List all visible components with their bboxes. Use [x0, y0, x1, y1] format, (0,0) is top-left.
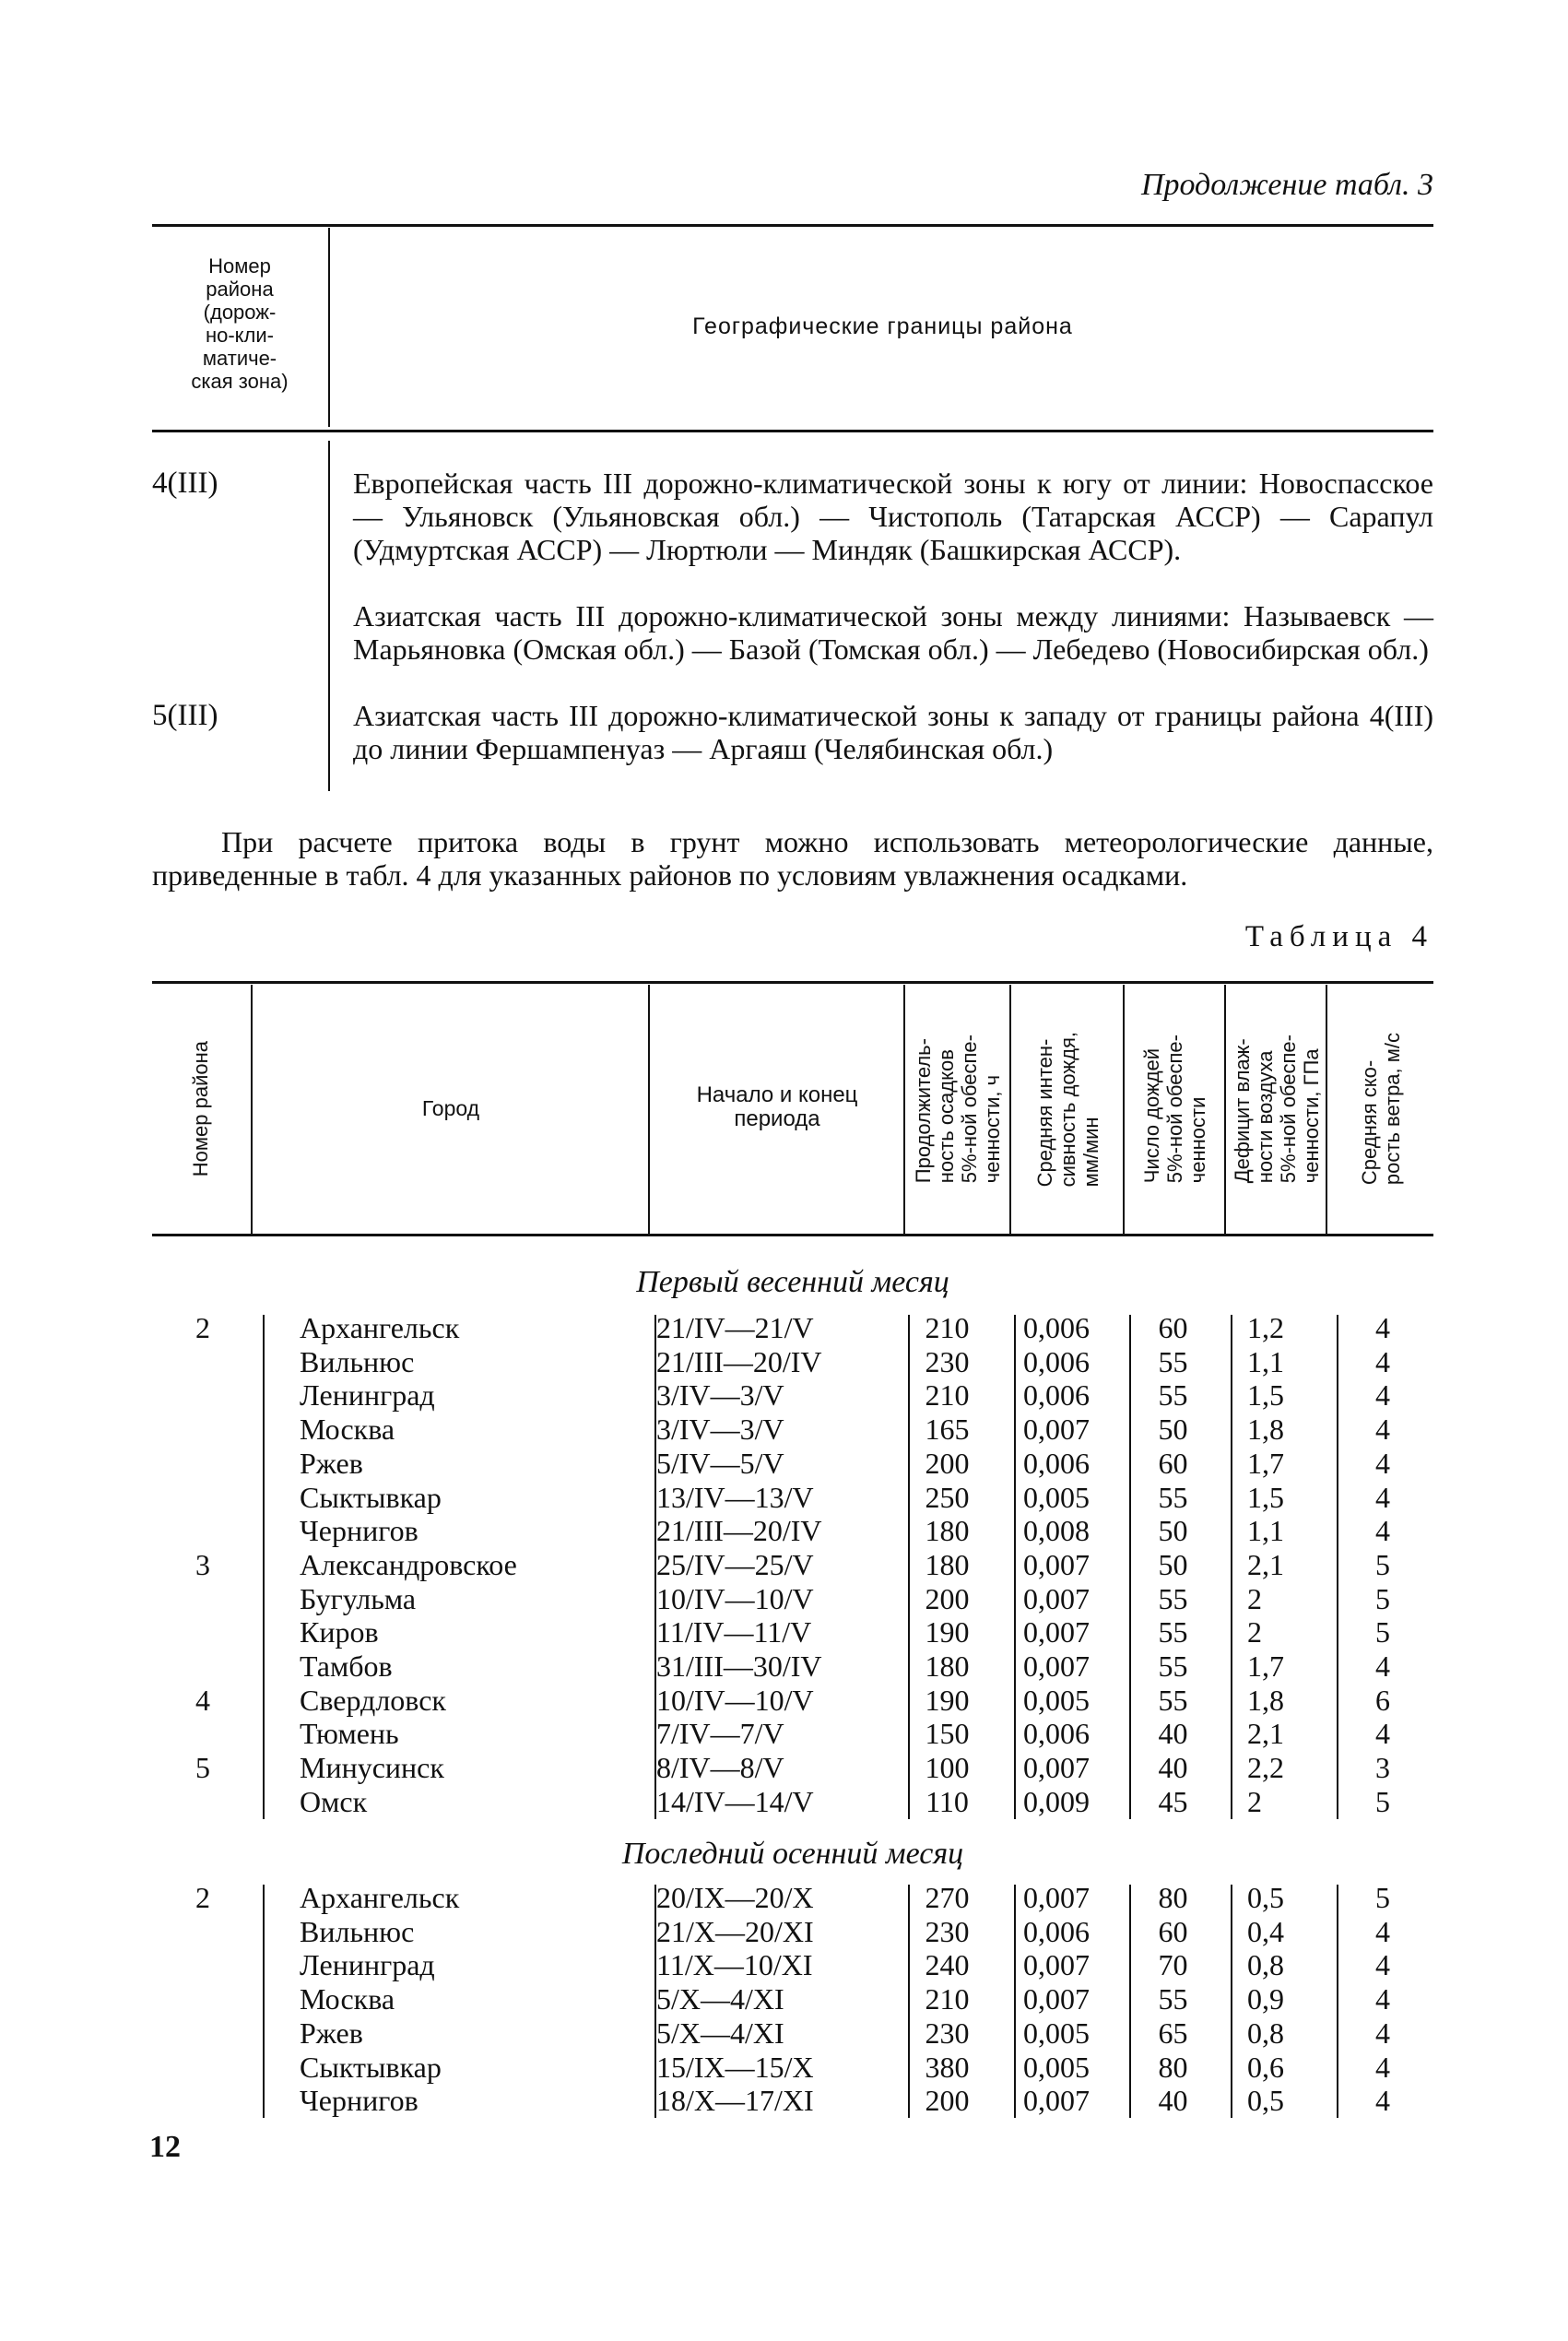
- rains-value: 55: [1158, 1615, 1188, 1649]
- header-line: матиче-: [202, 347, 277, 370]
- header-region-number: Номер района: [189, 1041, 212, 1177]
- duration-value: 190: [925, 1683, 970, 1717]
- intensity-value: 0,007: [1023, 1581, 1090, 1615]
- deficit-value: 2: [1247, 1615, 1262, 1649]
- table4-col-divider: [1326, 985, 1327, 1234]
- wind-value: 4: [1375, 2084, 1390, 2118]
- intensity-value: 0,006: [1023, 1311, 1090, 1344]
- intensity-value: 0,007: [1023, 1982, 1090, 2016]
- body-paragraph: При расчете притока воды в грунт можно использовать метеорологические данные, приведенные в табл. 4 для указанных районов по условиям увлажнения осадками.: [152, 825, 1433, 892]
- intensity-value: 0,006: [1023, 1446, 1090, 1480]
- period: 13/IV—13/V: [656, 1480, 814, 1514]
- rains-value: 60: [1158, 1446, 1188, 1480]
- duration-value: 200: [925, 2084, 970, 2118]
- table3-row-text: Азиатская часть III дорожно-климатической зоны между линиями: Называевск — Марьяновка (Омская обл.) — Базой (Томская обл.) — Лебедево (Новосибирская обл.): [353, 599, 1433, 666]
- table-row: [0, 1413, 1568, 1446]
- table3-row-text: Азиатская часть III дорожно-климатической зоны к западу от границы района 4(III) до линии Фершампенуаз — Аргаяш (Челябинская обл.): [353, 699, 1433, 765]
- city-name: Киров: [300, 1615, 379, 1649]
- table4-col-divider: [1123, 985, 1125, 1234]
- period: 18/X—17/XI: [656, 2084, 814, 2118]
- header-line: района: [206, 278, 274, 301]
- table-row: [0, 1582, 1568, 1615]
- header-line: Номер: [208, 254, 271, 278]
- wind-value: 4: [1375, 1311, 1390, 1344]
- table3-row-text: Европейская часть III дорожно-климатической зоны к югу от линии: Новоспасское — Ульяновск (Ульяновская обл.) — Чистополь (Татарская АССР) — Сарапул (Удмуртская АССР) — Люртюли — Миндяк (Башкирская АССР).: [353, 467, 1433, 566]
- intensity-value: 0,005: [1023, 2050, 1090, 2084]
- table-row: [0, 1311, 1568, 1344]
- city-name: Сыктывкар: [300, 1480, 442, 1514]
- deficit-value: 1,8: [1247, 1683, 1284, 1717]
- city-name: Свердловск: [300, 1683, 446, 1717]
- period: 3/IV—3/V: [656, 1413, 784, 1447]
- region-number: 2: [195, 1881, 210, 1914]
- period: 3/IV—3/V: [656, 1378, 784, 1413]
- deficit-value: 0,8: [1247, 2016, 1284, 2050]
- deficit-value: 2: [1247, 1784, 1262, 1818]
- city-name: Чернигов: [300, 2084, 419, 2118]
- wind-value: 4: [1375, 1914, 1390, 1948]
- header-line: (дорож-: [203, 301, 277, 324]
- rains-value: 40: [1158, 2084, 1188, 2118]
- period: 11/X—10/XI: [656, 1948, 813, 1982]
- table4-body-divider: [908, 1315, 910, 1819]
- table3-top-rule: [152, 224, 1433, 227]
- table4-col-divider: [1009, 985, 1011, 1234]
- period: 21/III—20/IV: [656, 1514, 822, 1548]
- wind-value: 4: [1375, 1649, 1390, 1683]
- city-name: Архангельск: [300, 1881, 460, 1914]
- intensity-value: 0,005: [1023, 1480, 1090, 1514]
- intensity-value: 0,007: [1023, 1948, 1090, 1982]
- deficit-value: 1,5: [1247, 1378, 1284, 1413]
- table-row: [0, 2016, 1568, 2050]
- rains-value: 40: [1158, 1717, 1188, 1751]
- table-row: [0, 1982, 1568, 2016]
- period: 5/X—4/XI: [656, 1982, 784, 2016]
- rains-value: 60: [1158, 1914, 1188, 1948]
- table3-header-rule: [152, 430, 1433, 432]
- table-row: [0, 1615, 1568, 1649]
- rains-value: 55: [1158, 1982, 1188, 2016]
- table4-body-divider: [654, 1315, 656, 1819]
- table-row: [0, 1948, 1568, 1981]
- section-title-spring: Первый весенний месяц: [636, 1265, 949, 1299]
- city-name: Бугульма: [300, 1581, 417, 1615]
- region-number: 2: [195, 1311, 210, 1344]
- wind-value: 4: [1375, 2050, 1390, 2084]
- wind-value: 4: [1375, 1378, 1390, 1413]
- table4-top-rule: [152, 981, 1433, 984]
- header-intensity: Средняя интен- сивность дождя, мм/мин: [1032, 1031, 1102, 1188]
- intensity-value: 0,009: [1023, 1784, 1090, 1818]
- header-duration: Продолжитель- ность осадков 5%-ной обеспе- ченности, ч: [912, 1035, 1004, 1184]
- table-row: [0, 1514, 1568, 1547]
- period: 21/X—20/XI: [656, 1914, 814, 1948]
- period: 11/IV—11/V: [656, 1615, 812, 1649]
- duration-value: 210: [925, 1982, 970, 2016]
- table4-col-divider: [1224, 985, 1226, 1234]
- table4-title: Таблица 4: [1244, 920, 1433, 953]
- city-name: Минусинск: [300, 1751, 444, 1785]
- region-number: 4: [195, 1683, 210, 1717]
- wind-value: 4: [1375, 1480, 1390, 1514]
- duration-value: 200: [925, 1581, 970, 1615]
- city-name: Тамбов: [300, 1649, 393, 1683]
- table-row: [0, 1481, 1568, 1514]
- period: 7/IV—7/V: [656, 1717, 784, 1751]
- intensity-value: 0,006: [1023, 1378, 1090, 1413]
- rains-value: 50: [1158, 1413, 1188, 1447]
- table3-header-divider: [328, 228, 330, 427]
- table3-header-region: [152, 254, 327, 393]
- city-name: Вильнюс: [300, 1344, 415, 1378]
- wind-value: 4: [1375, 1717, 1390, 1751]
- table-row: [0, 1717, 1568, 1750]
- city-name: Ржев: [300, 1446, 363, 1480]
- duration-value: 230: [925, 1914, 970, 1948]
- city-name: Тюмень: [300, 1717, 399, 1751]
- rains-value: 40: [1158, 1751, 1188, 1785]
- city-name: Ржев: [300, 2016, 363, 2050]
- table-row: [0, 1751, 1568, 1784]
- table4-body-divider: [1337, 1885, 1338, 2118]
- table4-body-divider: [1014, 1885, 1016, 2118]
- wind-value: 4: [1375, 1948, 1390, 1982]
- period: 5/IV—5/V: [656, 1446, 784, 1480]
- table-row: [0, 1684, 1568, 1717]
- deficit-value: 1,5: [1247, 1480, 1284, 1514]
- period: 5/X—4/XI: [656, 2016, 784, 2050]
- rains-value: 65: [1158, 2016, 1188, 2050]
- table-row: [0, 2084, 1568, 2117]
- rains-value: 50: [1158, 1514, 1188, 1548]
- period: 10/IV—10/V: [656, 1581, 814, 1615]
- continuation-title: Продолжение табл. 3: [1140, 168, 1433, 202]
- wind-value: 5: [1375, 1547, 1390, 1581]
- rains-value: 55: [1158, 1480, 1188, 1514]
- table3-header-boundaries: Географические границы района: [692, 313, 1073, 339]
- duration-value: 270: [925, 1881, 970, 1914]
- city-name: Москва: [300, 1413, 395, 1447]
- table-row: [0, 1915, 1568, 1948]
- intensity-value: 0,005: [1023, 2016, 1090, 2050]
- table-row: [0, 2051, 1568, 2084]
- intensity-value: 0,007: [1023, 1751, 1090, 1785]
- deficit-value: 0,5: [1247, 2084, 1284, 2118]
- deficit-value: 1,1: [1247, 1514, 1284, 1548]
- city-name: Ленинград: [300, 1378, 435, 1413]
- intensity-value: 0,006: [1023, 1344, 1090, 1378]
- table4-col-divider: [251, 985, 253, 1234]
- table4-col-divider: [648, 985, 650, 1234]
- deficit-value: 0,9: [1247, 1982, 1284, 2016]
- period: 21/III—20/IV: [656, 1344, 822, 1378]
- section-title-autumn: Последний осенний месяц: [621, 1837, 964, 1871]
- table-row: [0, 1548, 1568, 1581]
- table-row: [0, 1785, 1568, 1818]
- wind-value: 4: [1375, 1982, 1390, 2016]
- rains-value: 55: [1158, 1683, 1188, 1717]
- wind-value: 5: [1375, 1615, 1390, 1649]
- deficit-value: 1,7: [1247, 1446, 1284, 1480]
- intensity-value: 0,007: [1023, 1413, 1090, 1447]
- deficit-value: 2,1: [1247, 1547, 1284, 1581]
- rains-value: 80: [1158, 2050, 1188, 2084]
- intensity-value: 0,007: [1023, 2084, 1090, 2118]
- city-name: Вильнюс: [300, 1914, 415, 1948]
- deficit-value: 2: [1247, 1581, 1262, 1615]
- duration-value: 180: [925, 1547, 970, 1581]
- duration-value: 230: [925, 2016, 970, 2050]
- page-number: 12: [149, 2130, 181, 2164]
- intensity-value: 0,006: [1023, 1717, 1090, 1751]
- wind-value: 4: [1375, 1413, 1390, 1447]
- rains-value: 55: [1158, 1649, 1188, 1683]
- city-name: Ленинград: [300, 1948, 435, 1982]
- region-number: 5: [195, 1751, 210, 1785]
- rains-value: 60: [1158, 1311, 1188, 1344]
- rains-value: 55: [1158, 1378, 1188, 1413]
- table4-body-divider: [1231, 1315, 1232, 1819]
- intensity-value: 0,007: [1023, 1615, 1090, 1649]
- duration-value: 190: [925, 1615, 970, 1649]
- header-line: периода: [734, 1106, 820, 1131]
- table4-body-divider: [263, 1315, 265, 1819]
- intensity-value: 0,007: [1023, 1881, 1090, 1914]
- region-number: 3: [195, 1547, 210, 1581]
- duration-value: 240: [925, 1948, 970, 1982]
- deficit-value: 2,1: [1247, 1717, 1284, 1751]
- rains-value: 80: [1158, 1881, 1188, 1914]
- table3-body-divider: [328, 441, 330, 791]
- table-row: [0, 1447, 1568, 1480]
- duration-value: 210: [925, 1311, 970, 1344]
- header-line: но-кли-: [205, 324, 275, 347]
- wind-value: 5: [1375, 1581, 1390, 1615]
- duration-value: 230: [925, 1344, 970, 1378]
- table3-row-number: 4(III): [152, 467, 218, 500]
- rains-value: 55: [1158, 1581, 1188, 1615]
- period: 21/IV—21/V: [656, 1311, 814, 1344]
- table-row: [0, 1345, 1568, 1378]
- period: 14/IV—14/V: [656, 1784, 814, 1818]
- intensity-value: 0,005: [1023, 1683, 1090, 1717]
- table4-col-divider: [903, 985, 905, 1234]
- header-line: ская зона): [191, 370, 289, 393]
- city-name: Архангельск: [300, 1311, 460, 1344]
- header-wind: Средняя ско- рость ветра, м/с: [1358, 1033, 1404, 1186]
- rains-value: 45: [1158, 1784, 1188, 1818]
- period: 8/IV—8/V: [656, 1751, 784, 1785]
- city-name: Сыктывкар: [300, 2050, 442, 2084]
- deficit-value: 0,4: [1247, 1914, 1284, 1948]
- table4-header-rule: [152, 1234, 1433, 1236]
- table4-body-divider: [263, 1885, 265, 2118]
- table4-body-divider: [1337, 1315, 1338, 1819]
- header-period: [651, 1083, 903, 1131]
- duration-value: 150: [925, 1717, 970, 1751]
- city-name: Александровское: [300, 1547, 517, 1581]
- table-row: [0, 1378, 1568, 1412]
- header-line: Начало и конец: [696, 1082, 858, 1107]
- deficit-value: 0,5: [1247, 1881, 1284, 1914]
- header-rains: Число дождей 5%-ной обеспе- ченности: [1140, 1035, 1209, 1184]
- period: 25/IV—25/V: [656, 1547, 814, 1581]
- period: 15/IX—15/X: [656, 2050, 814, 2084]
- intensity-value: 0,006: [1023, 1914, 1090, 1948]
- deficit-value: 1,8: [1247, 1413, 1284, 1447]
- deficit-value: 1,1: [1247, 1344, 1284, 1378]
- duration-value: 100: [925, 1751, 970, 1785]
- duration-value: 250: [925, 1480, 970, 1514]
- deficit-value: 0,8: [1247, 1948, 1284, 1982]
- wind-value: 3: [1375, 1751, 1390, 1785]
- intensity-value: 0,007: [1023, 1547, 1090, 1581]
- table4-body-divider: [1129, 1315, 1131, 1819]
- period: 10/IV—10/V: [656, 1683, 814, 1717]
- duration-value: 180: [925, 1649, 970, 1683]
- table4-body-divider: [654, 1885, 656, 2118]
- wind-value: 4: [1375, 1446, 1390, 1480]
- duration-value: 210: [925, 1378, 970, 1413]
- deficit-value: 2,2: [1247, 1751, 1284, 1785]
- rains-value: 70: [1158, 1948, 1188, 1982]
- wind-value: 5: [1375, 1881, 1390, 1914]
- table4-body-divider: [1231, 1885, 1232, 2118]
- duration-value: 165: [925, 1413, 970, 1447]
- city-name: Омск: [300, 1784, 368, 1818]
- header-city: Город: [421, 1096, 480, 1120]
- duration-value: 110: [925, 1784, 969, 1818]
- duration-value: 200: [925, 1446, 970, 1480]
- city-name: Москва: [300, 1982, 395, 2016]
- deficit-value: 1,7: [1247, 1649, 1284, 1683]
- table4-body-divider: [1014, 1315, 1016, 1819]
- table4-body-divider: [908, 1885, 910, 2118]
- table3-row-number: 5(III): [152, 699, 218, 732]
- period: 31/III—30/IV: [656, 1649, 822, 1683]
- duration-value: 380: [925, 2050, 970, 2084]
- wind-value: 4: [1375, 2016, 1390, 2050]
- deficit-value: 1,2: [1247, 1311, 1284, 1344]
- intensity-value: 0,007: [1023, 1649, 1090, 1683]
- rains-value: 50: [1158, 1547, 1188, 1581]
- table4-body-divider: [1129, 1885, 1131, 2118]
- wind-value: 5: [1375, 1784, 1390, 1818]
- deficit-value: 0,6: [1247, 2050, 1284, 2084]
- table-row: [0, 1649, 1568, 1683]
- wind-value: 4: [1375, 1344, 1390, 1378]
- duration-value: 180: [925, 1514, 970, 1548]
- wind-value: 4: [1375, 1514, 1390, 1548]
- rains-value: 55: [1158, 1344, 1188, 1378]
- wind-value: 6: [1375, 1683, 1390, 1717]
- period: 20/IX—20/X: [656, 1881, 814, 1914]
- city-name: Чернигов: [300, 1514, 419, 1548]
- table-row: [0, 1881, 1568, 1914]
- header-deficit: Дефицит влаж- ности воздуха 5%-ной обеспе- ченности, ГПа: [1230, 1035, 1323, 1184]
- intensity-value: 0,008: [1023, 1514, 1090, 1548]
